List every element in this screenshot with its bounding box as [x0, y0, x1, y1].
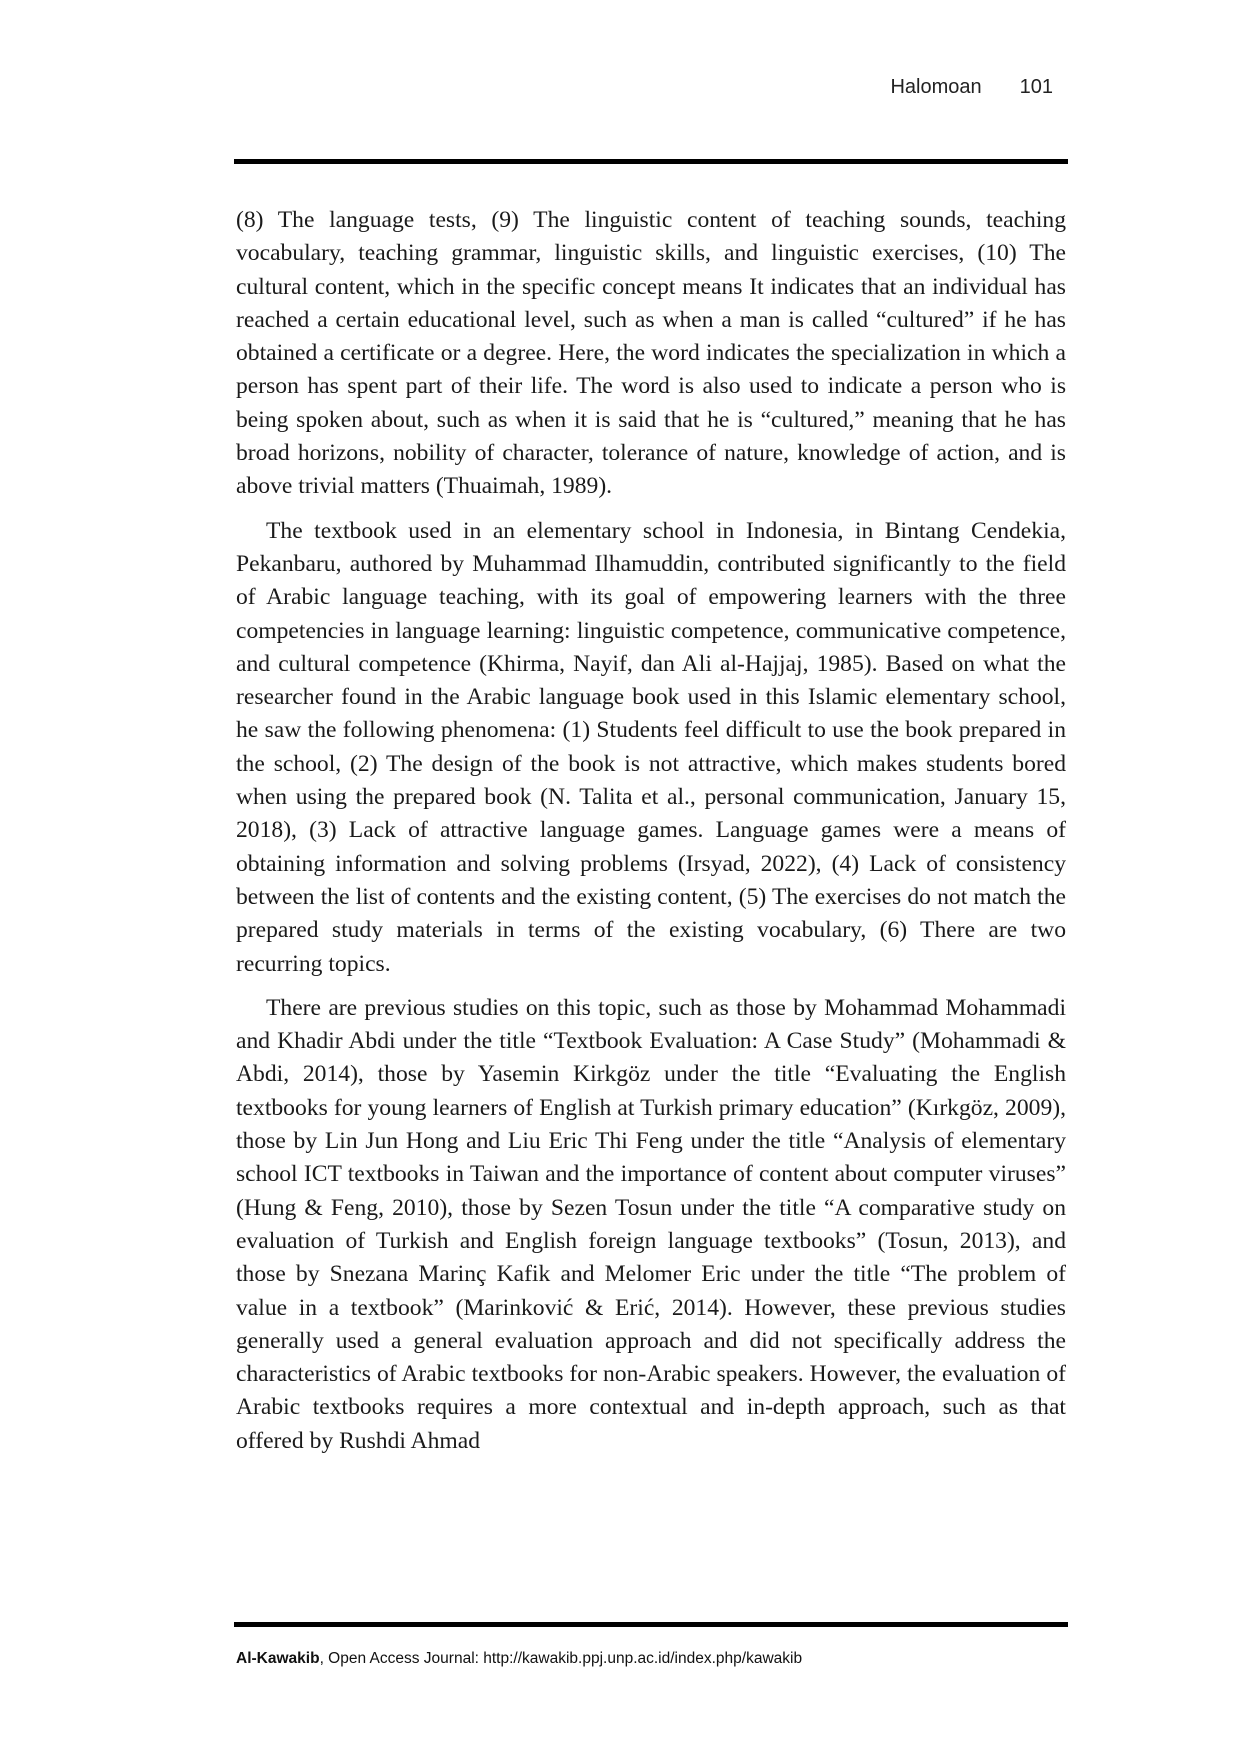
header-rule [234, 159, 1068, 164]
footer [236, 1650, 802, 1668]
paragraph-2: The textbook used in an elementary school in Indonesia, in Bintang Cendekia, Pekanbaru, authored by Muhammad Ilhamuddin, contributed significantly to the field of Arabic language teaching, with its goal of empowering learners with the three competencies in language learning: linguistic competence, communicative competence, and cultural competence (Khirma, Nayif, dan Ali al-Hajjaj, 1985). Based on what the researcher found in the Arabic language book used in this Islamic elementary school, he saw the following phenomena: (1) Students feel difficult to use the book prepared in the school, (2) The design of the book is not attractive, which makes students bored when using the prepared book (N. Talita et al., personal communication, January 15, 2018), (3) Lack of attractive language games. Language games were a means of obtaining information and solving problems (Irsyad, 2022), (4) Lack of consistency between the list of contents and the existing content, (5) The exercises do not match the prepared study materials in terms of the existing vocabulary, (6) There are two recurring topics. [236, 517, 1066, 977]
footer-journal-name: Al-Kawakib [236, 1650, 320, 1667]
paragraph-3: There are previous studies on this topic, such as those by Mohammad Mohammadi and Khadir Abdi under the title “Textbook Evaluation: A Case Study” (Mohammadi & Abdi, 2014), those by Yasemin Kirkgöz under the title “Evaluating the English textbooks for young learners of English at Turkish primary education” (Kırkgöz, 2009), those by Lin Jun Hong and Liu Eric Thi Feng under the title “Analysis of elementary school ICT textbooks in Taiwan and the importance of content about computer viruses” (Hung & Feng, 2010), those by Sezen Tosun under the title “A comparative study on evaluation of Turkish and English foreign language textbooks” (Tosun, 2013), and those by Snezana Marinç Kafik and Melomer Eric under the title “The problem of value in a textbook” (Marinković & Erić, 2014). However, these previous studies generally used a general evaluation approach and did not specifically address the characteristics of Arabic textbooks for non-Arabic speakers. However, the evaluation of Arabic textbooks requires a more contextual and in-depth approach, such as that offered by Rushdi Ahmad [236, 994, 1066, 1454]
footer-journal-info: , Open Access Journal: http://kawakib.ppj.unp.ac.id/index.php/kawakib [319, 1650, 803, 1667]
page-number: 101 [1019, 76, 1053, 98]
running-header-author: Halomoan [890, 76, 982, 98]
running-header [890, 76, 1053, 99]
body-text [236, 204, 1066, 1458]
paragraph-1: (8) The language tests, (9) The linguistic content of teaching sounds, teaching vocabulary, teaching grammar, linguistic skills, and linguistic exercises, (10) The cultural content, which in the specific concept means It indicates that an individual has reached a certain educational level, such as when a man is called “cultured” if he has obtained a certificate or a degree. Here, the word indicates the specialization in which a person has spent part of their life. The word is also used to indicate a person who is being spoken about, such as when it is said that he is “cultured,” meaning that he has broad horizons, nobility of character, tolerance of nature, knowledge of action, and is above trivial matters (Thuaimah, 1989). [236, 207, 1066, 500]
footer-rule [234, 1622, 1068, 1627]
